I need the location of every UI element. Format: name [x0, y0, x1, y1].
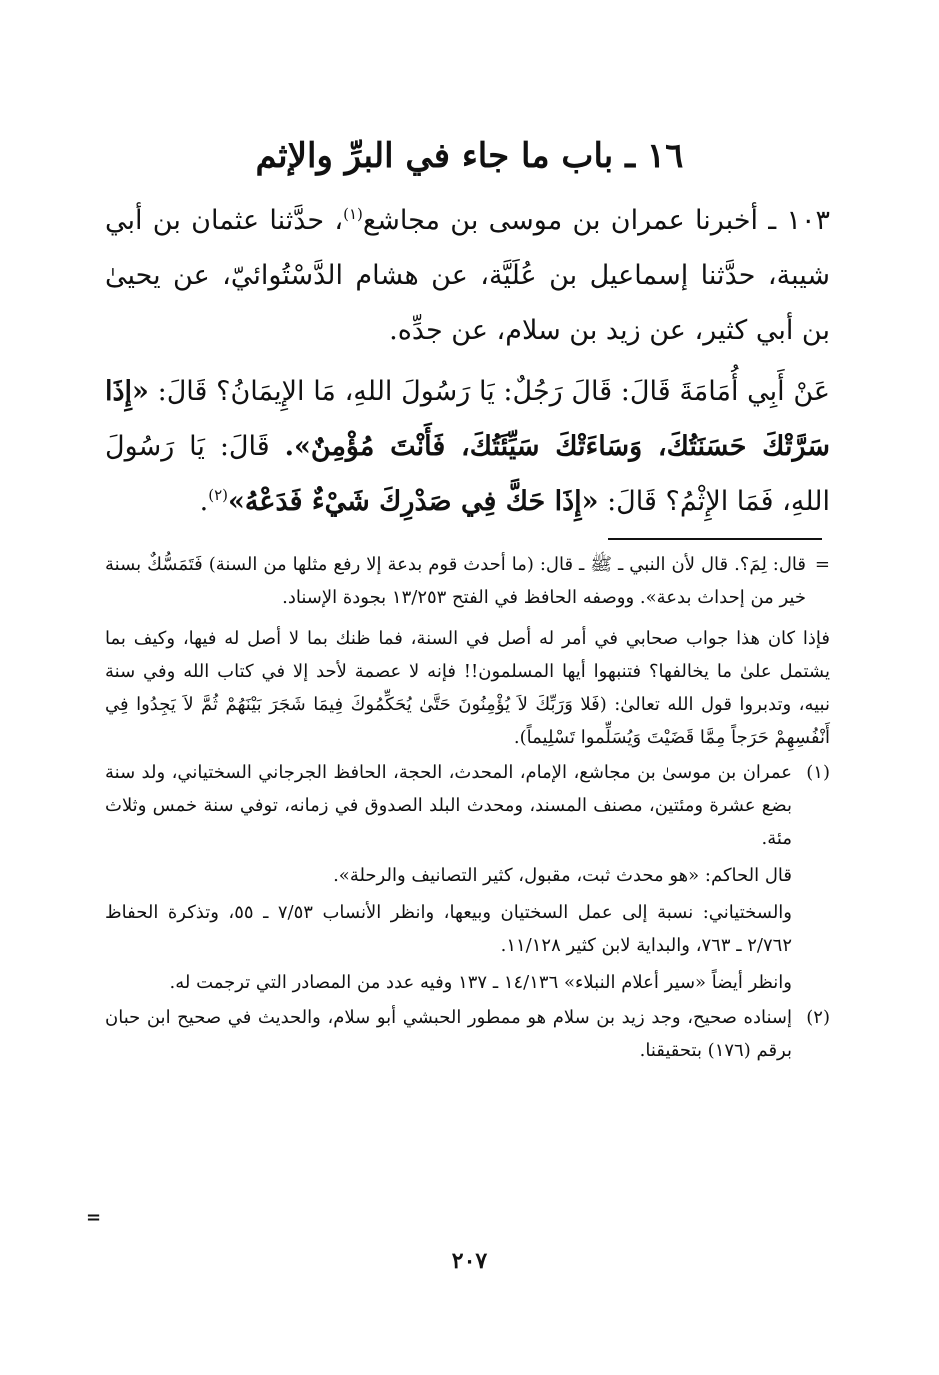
footnote-commentary: فإذا كان هذا جواب صحابي في أمر له أصل في السنة، فما ظنك بما لا أصل له فيها، وكيف بما يشتمل علىٰ ما يخالفها؟ فتنبهوا أيها المسلمون!! فإنه لا عصمة لأحد إلا في كتاب الله وفي سنة نبيه، وتدبروا قول الله تعالىٰ: (فَلا وَرَبِّكَ لاَ يُؤْمِنُونَ حَتَّىٰ يُحَكِّمُوكَ فِيمَا شَجَرَ بَيْنَهُمْ ثُمَّ لاَ يَجِدُوا فِي أَنْفُسِهِمْ حَرَجاً مِمَّا قَضَيْتَ وَيُسَلِّموا تَسْلِيماً).: [105, 628, 830, 748]
continuation-mark: =: [814, 554, 830, 575]
footnote-1: [105, 756, 830, 855]
footnote-1-siyar: وانظر أيضاً «سير أعلام النبلاء» ١٤/١٣٦ ـ ١٣٧ وفيه عدد من المصادر التي ترجمت له.: [169, 972, 792, 993]
matn-answer-iman: «إِذَا سَرَّتْكَ حَسَنَتُكَ، وَسَاءَتْكَ سَيِّئَتُكَ، فَأَنْتَ مُؤْمِنٌ».: [105, 376, 830, 462]
footnote-ref-1: (١): [343, 205, 363, 223]
footnote-1-text: عمران بن موسىٰ بن مجاشع، الإمام، المحدث، الحجة، الحافظ الجرجاني السختياني، ولد سنة بضع عشرة ومئتين، مصنف المسند، ومحدث البلد الصدوق في زمانه، توفي سنة خمس وثلاث مئة.: [105, 762, 792, 849]
main-text: [105, 193, 830, 529]
footnote-1-hakim: قال الحاكم: «هو محدث ثبت، مقبول، كثير التصانيف والرحلة».: [333, 865, 792, 886]
footnotes: [105, 548, 830, 1067]
isnad-paragraph: [105, 193, 830, 358]
matn-paragraph: [105, 364, 830, 529]
footnote-ref-2: (٢): [208, 486, 228, 504]
isnad-text-start: ١٠٣ ـ أخبرنا عمران بن موسى بن مجاشع: [362, 205, 830, 236]
continuation-text: قال: لِمَ؟. قال لأن النبي ـ ﷺ ـ قال: (ما أحدث قوم بدعة إلا رفع مثلها من السنة) فَتَمَسُّكٌ بسنة خير من إحداث بدعة». ووصفه الحافظ في الفتح ١٣/٢٥٣ بجودة الإسناد.: [105, 554, 806, 608]
footnote-continuation: [105, 548, 830, 614]
footnote-separator: [608, 538, 822, 540]
footnote-2-number: (٢): [806, 1007, 830, 1028]
chapter-heading: ١٦ ـ باب ما جاء في البرِّ والإثم: [255, 136, 684, 176]
matn-end: .: [199, 486, 209, 517]
matn-answer-ithm: «إِذَا حَكَّ فِي صَدْرِكَ شَيْءٌ فَدَعْهُ»: [227, 486, 599, 517]
footnote-1-ansab: والسختياني: نسبة إلى عمل السختيان وبيعها، وانظر الأنساب ٧/٥٣ ـ ٥٥، وتذكرة الحفاظ ٢/٧٦٢ ـ ٧٦٣، والبداية لابن كثير ١١/١٢٨.: [105, 902, 792, 956]
page-number: ٢٠٧: [451, 1248, 488, 1274]
continued-mark: =: [86, 1207, 102, 1228]
footnote-2-text: إسناده صحيح، وجد زيد بن سلام هو ممطور الحبشي أبو سلام، والحديث في صحيح ابن حبان برقم (١٧٦) بتحقيقنا.: [105, 1007, 792, 1061]
footnote-1-number: (١): [806, 762, 830, 783]
matn-question-ithm: قَالَ: يَا رَسُولَ اللهِ، فَمَا الإِثْمُ؟ قَالَ:: [105, 431, 830, 517]
footnote-2: [105, 1001, 830, 1067]
isnad-text-rest: ، حدَّثنا عثمان بن أبي شيبة، حدَّثنا إسماعيل بن عُلَيَّة، عن هشام الدَّسْتُوائيّ، عن يحيىٰ بن أبي كثير، عن زيد بن سلام، عن جدِّه.: [105, 205, 830, 346]
matn-question: عَنْ أَبِي أُمَامَةَ قَالَ: قَالَ رَجُلٌ: يَا رَسُولَ اللهِ، مَا الإِيمَانُ؟ قَالَ:: [157, 376, 830, 407]
